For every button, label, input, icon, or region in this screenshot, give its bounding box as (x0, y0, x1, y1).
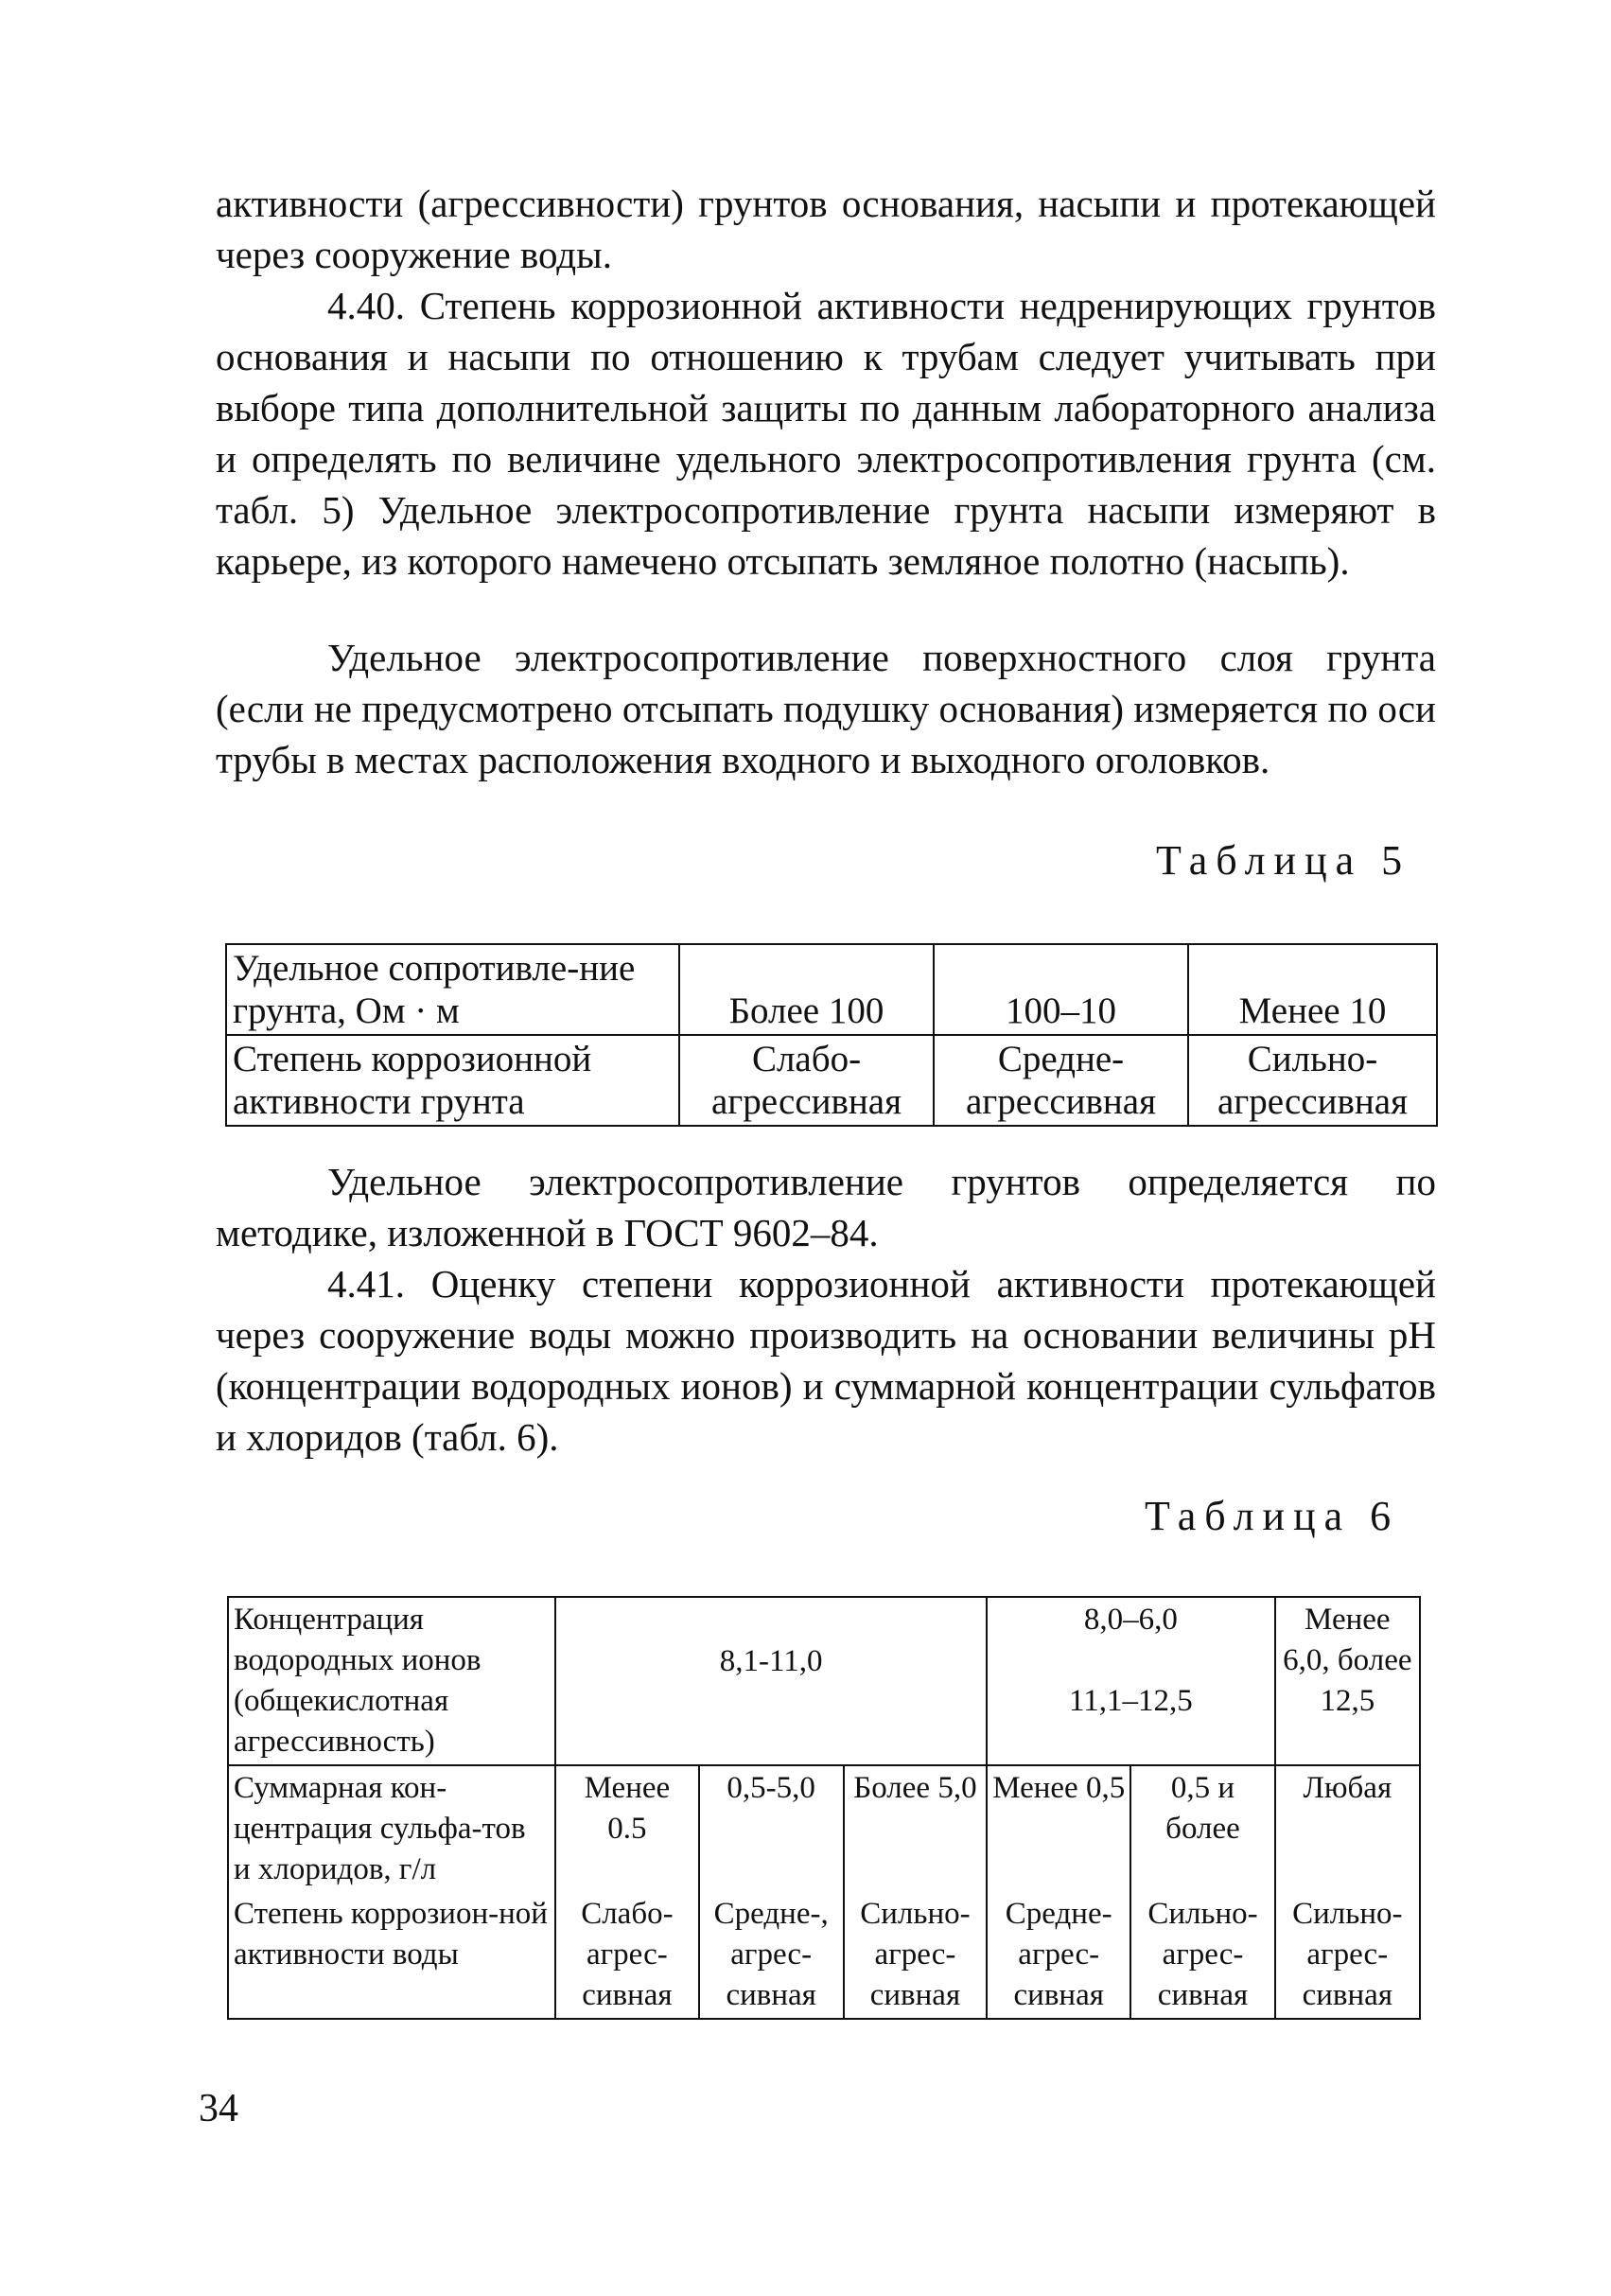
paragraph-4-40: 4.40. Степень коррозионной активности недренирующих грунтов основания и насыпи по отношению к трубам следует учитывать при выборе типа дополнительной защиты по данным лабораторного анализа и определять по величине удельного электросопротивления грунта (см. табл. 5) Удельное электросопротивление грунта насыпи измеряют в карьере, из которого намечено отсыпать земляное полотно (насыпь). (216, 284, 1436, 583)
table-row (228, 1597, 1420, 1765)
table-cell: Слабо-агрессивная (679, 1035, 934, 1126)
table-cell: Менее 0,5 (987, 1765, 1130, 1892)
table-6-ph-label: Концентрация водородных ионов (общекислотная агрессивность) (228, 1597, 555, 1765)
table-row (226, 1035, 1437, 1126)
table-6-concentration-label: Суммарная кон-центрация сульфа-тов и хлоридов, г/л (228, 1765, 555, 1892)
table-cell: Средне-агрес-сивная (987, 1892, 1130, 2019)
paragraph-gost: Удельное электросопротивление грунтов определяется по методике, изложенной в ГОСТ 9602–84. (216, 1160, 1436, 1254)
table-cell: Слабо-агрес-сивная (555, 1892, 698, 2019)
table-cell: 0,5 и более (1130, 1765, 1274, 1892)
table-cell: Средне-агрессивная (934, 1035, 1188, 1126)
table-6-activity-label: Степень коррозион-ной активности воды (228, 1892, 555, 2019)
table-5-resistance-label: Удельное сопротивле-ние грунта, Ом · м (226, 944, 679, 1035)
paragraph-surface-resistance: Удельное электросопротивление поверхностного слоя грунта (если не предусмотрено отсыпать подушку основания) измеряется по оси трубы в местах расположения входного и выходного оголовков. (216, 636, 1436, 781)
table-cell: Менее 0.5 (555, 1765, 698, 1892)
table-row (228, 1892, 1420, 2019)
table-6-title: Таблица 6 (1145, 1493, 1400, 1539)
table-cell: Сильно-агрес-сивная (1275, 1892, 1420, 2019)
table-cell: Сильно-агрес-сивная (844, 1892, 987, 2019)
table-cell: Менее 10 (1188, 944, 1437, 1035)
table-cell (987, 1597, 1275, 1765)
table-cell-line: 11,1–12,5 (1068, 1684, 1193, 1718)
table-cell: Более 5,0 (844, 1765, 987, 1892)
table-cell: Сильно-агрес-сивная (1130, 1892, 1274, 2019)
page-number: 34 (199, 2087, 238, 2130)
table-5-title: Таблица 5 (1156, 837, 1411, 884)
table-cell: Сильно-агрессивная (1188, 1035, 1437, 1126)
paragraph-1: активности (агрессивности) грунтов основания, насыпи и протекающей через сооружение воды. (216, 182, 1436, 276)
table-row (228, 1765, 1420, 1892)
table-cell: 100–10 (934, 944, 1188, 1035)
table-5-activity-label: Степень коррозионной активности грунта (226, 1035, 679, 1126)
table-row (226, 944, 1437, 1035)
table-cell: Более 100 (679, 944, 934, 1035)
table-cell: Менее 6,0, более 12,5 (1275, 1597, 1420, 1765)
table-cell: 0,5-5,0 (699, 1765, 844, 1892)
table-cell: Любая (1275, 1765, 1420, 1892)
table-cell: Средне-, агрес-сивная (699, 1892, 844, 2019)
paragraph-4-41: 4.41. Оценку степени коррозионной активности протекающей через сооружение воды можно производить на основании величины pH (концентрации водородных ионов) и суммарной концентрации сульфатов и хлоридов (табл. 6). (216, 1262, 1436, 1459)
table-6 (227, 1596, 1421, 2020)
table-cell-line: 8,0–6,0 (1083, 1603, 1178, 1637)
table-cell: 8,1-11,0 (555, 1597, 987, 1765)
table-5 (225, 943, 1438, 1127)
